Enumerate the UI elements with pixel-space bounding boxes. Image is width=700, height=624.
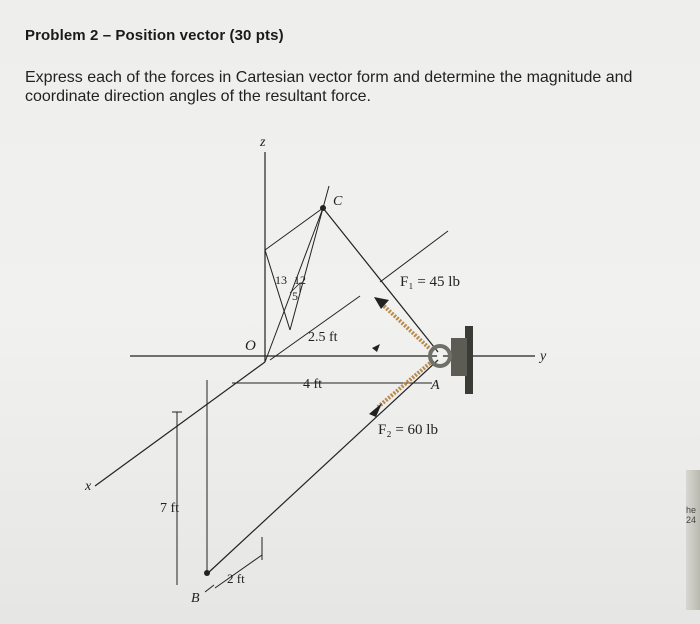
line-c-upper [323, 186, 329, 208]
label-dim-7ft: 7 ft [160, 501, 180, 516]
point-c-dot [320, 205, 326, 211]
label-z-axis: z [260, 135, 266, 150]
label-force-f2: F₂ = 60 lb [378, 422, 438, 438]
label-origin: O [245, 338, 256, 354]
line-ground-2-5ft [270, 296, 360, 360]
label-dim-4ft: 4 ft [303, 377, 323, 392]
label-point-b: B [191, 591, 200, 606]
line-base [265, 250, 290, 330]
label-point-a: A [431, 378, 440, 393]
problem-title: Problem 2 – Position vector (30 pts) [25, 27, 284, 44]
f2-arrowhead [369, 403, 382, 417]
x-axis [95, 362, 265, 486]
label-dim-2ft: 2 ft [227, 571, 245, 586]
label-slope-5: 5 [292, 289, 298, 303]
page-edge-text: he 24 [686, 505, 697, 525]
label-y-axis: y [540, 349, 547, 364]
label-slope-13: 13 [275, 273, 287, 287]
line-c-to-ground [290, 208, 323, 330]
bracket [451, 338, 467, 376]
label-dim-2-5ft: 2.5 ft [308, 330, 338, 345]
line-z-to-c [265, 208, 323, 250]
line-b-tick [205, 585, 214, 592]
f1-arrowhead [374, 297, 389, 309]
label-point-c: C [333, 194, 343, 209]
label-force-f1: F₁ = 45 lb [400, 274, 460, 290]
pointer-mark [372, 344, 380, 352]
page-edge [686, 470, 700, 610]
cable-f2 [378, 363, 430, 407]
line-a-to-b [208, 360, 438, 573]
label-x-axis: x [85, 479, 92, 494]
eyebolt-center [437, 353, 443, 359]
label-slope-12: 12 [294, 273, 306, 287]
point-b-dot [204, 570, 210, 576]
problem-prompt: Express each of the forces in Cartesian vector form and determine the magnitude and coordinate direction angles of the resultant force. [25, 69, 633, 105]
